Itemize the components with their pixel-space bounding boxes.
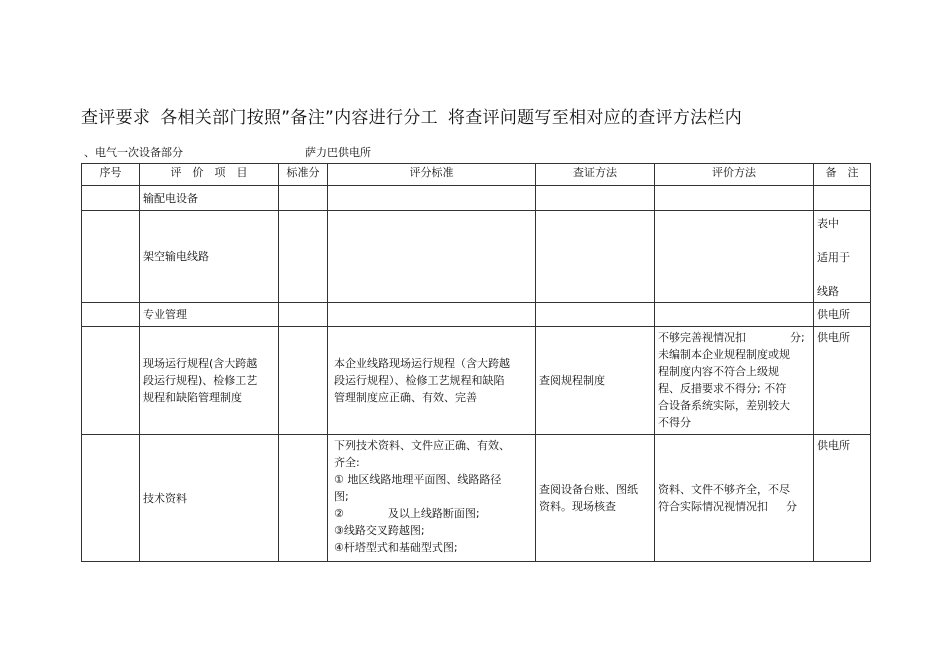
- cell-score: [279, 186, 328, 211]
- item-line: 段运行规程)、检修工艺: [143, 374, 258, 387]
- table-row: [82, 435, 871, 562]
- cell-no: [82, 327, 140, 435]
- cell-check: [536, 186, 655, 211]
- cell-item: [140, 327, 279, 435]
- cell-check: 查阅规程制度: [536, 327, 655, 435]
- cell-check: [536, 211, 655, 303]
- cell-criteria: [328, 435, 536, 562]
- item-line: 规程和缺陷管理制度: [143, 391, 242, 404]
- criteria-line: 及以上线路断面图;: [387, 507, 480, 520]
- criteria-line: ① 地区线路地理平面图、线路路径: [334, 473, 502, 486]
- cell-note: 供电所: [814, 435, 871, 562]
- evaluation-line: 分: [786, 500, 797, 513]
- cell-no: [82, 435, 140, 562]
- note-line: 表中: [817, 217, 839, 230]
- cell-evaluation: [655, 211, 814, 303]
- cell-item: 输配电设备: [140, 186, 279, 211]
- item-line: 现场运行规程(含大跨越: [143, 357, 258, 370]
- cell-score: [279, 211, 328, 303]
- table-row: [82, 186, 871, 211]
- evaluation-table: [81, 163, 871, 562]
- cell-check: [536, 303, 655, 327]
- section-title: 、电气一次设备部分: [84, 146, 183, 159]
- evaluation-line: 程、反措要求不得分; 不符: [658, 382, 787, 395]
- header-note: 备 注: [814, 164, 871, 186]
- criteria-line: ③线路交叉跨越图;: [334, 524, 425, 537]
- cell-item: 专业管理: [140, 303, 279, 327]
- cell-criteria: [328, 211, 536, 303]
- table-row: [82, 303, 871, 327]
- cell-criteria: [328, 303, 536, 327]
- evaluation-line: 合设备系统实际，差别较大: [658, 399, 790, 412]
- page-heading: [81, 103, 742, 128]
- cell-note: [814, 186, 871, 211]
- cell-criteria: [328, 186, 536, 211]
- cell-score: [279, 327, 328, 435]
- cell-item: 技术资料: [140, 435, 279, 562]
- criteria-line: ②: [334, 507, 344, 520]
- criteria-line: 齐全:: [334, 456, 360, 469]
- criteria-line: 本企业线路现场运行规程（含大跨越: [334, 357, 510, 370]
- evaluation-line: 程制度内容不符合上级规: [658, 365, 779, 378]
- header-check: 查证方法: [536, 164, 655, 186]
- check-line: 查阅设备台账、图纸: [539, 483, 638, 496]
- header-no: 序号: [82, 164, 140, 186]
- unit-name: 萨力巴供电所: [305, 146, 371, 159]
- criteria-line: 下列技术资料、文件应正确、有效、: [334, 439, 510, 452]
- cell-check: [536, 435, 655, 562]
- evaluation-line: 不得分: [658, 416, 691, 429]
- heading-part-3: 将查评问题写至相对应的查评方法栏内: [447, 108, 743, 128]
- cell-score: [279, 303, 328, 327]
- cell-no: [82, 186, 140, 211]
- heading-part-2: 各相关部门按照”备注”内容进行分工: [160, 108, 438, 128]
- header-score: 标准分: [279, 164, 328, 186]
- table-row: [82, 327, 871, 435]
- cell-evaluation: [655, 186, 814, 211]
- cell-note: 供电所: [814, 327, 871, 435]
- cell-no: [82, 211, 140, 303]
- criteria-line: 管理制度应正确、有效、完善: [334, 391, 477, 404]
- header-criteria: 评分标准: [328, 164, 536, 186]
- cell-evaluation: [655, 303, 814, 327]
- cell-no: [82, 303, 140, 327]
- evaluation-line: 符合实际情况视情况扣: [658, 500, 768, 513]
- criteria-line: 图;: [334, 490, 349, 503]
- cell-evaluation: [655, 327, 814, 435]
- cell-score: [279, 435, 328, 562]
- table-row: [82, 211, 871, 303]
- header-evaluation: 评价方法: [655, 164, 814, 186]
- cell-criteria: [328, 327, 536, 435]
- note-line: 适用于: [817, 251, 850, 264]
- note-line: 线路: [817, 285, 839, 298]
- cell-evaluation: [655, 435, 814, 562]
- heading-part-1: 查评要求: [81, 108, 151, 128]
- evaluation-line: 分;: [790, 331, 805, 344]
- cell-note: 供电所: [814, 303, 871, 327]
- cell-item: 架空输电线路: [140, 211, 279, 303]
- evaluation-line: 资料、文件不够齐全，不尽: [658, 483, 790, 496]
- evaluation-line: 不够完善视情况扣: [658, 331, 746, 344]
- check-line: 资料。现场核查: [539, 500, 616, 513]
- criteria-line: ④杆塔型式和基础型式图;: [334, 541, 458, 554]
- table-header-row: [82, 164, 871, 186]
- evaluation-line: 未编制本企业规程制度或规: [658, 348, 790, 361]
- header-item: 评 价 项 目: [140, 164, 279, 186]
- cell-note: [814, 211, 871, 303]
- criteria-line: 段运行规程）、检修工艺规程和缺陷: [334, 374, 505, 387]
